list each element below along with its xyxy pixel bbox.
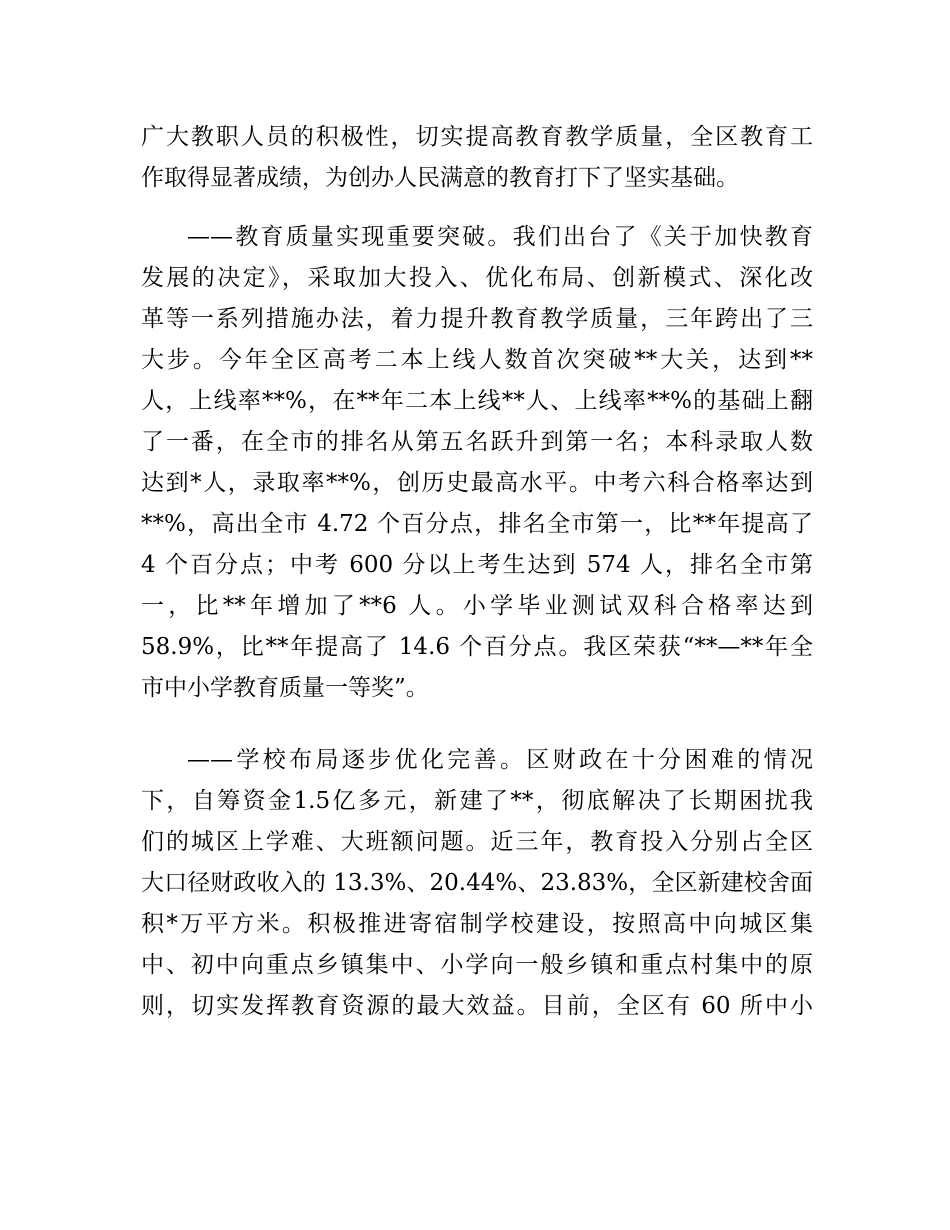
paragraph-2	[141, 217, 813, 709]
text-line: 市中小学教育质量一等奖”。	[141, 675, 429, 701]
text-line: 作取得显著成绩，为创办人民满意的教育打下了坚实基础。	[141, 165, 739, 191]
text-line: 大口径财政收入的 13.3%、20.44%、23.83%，全区新建校舍面	[141, 870, 813, 896]
text-line: 了一番，在全市的排名从第五名跃升到第一名；本科录取人数	[141, 429, 813, 455]
text-line: 中、初中向重点乡镇集中、小学向一般乡镇和重点村集中的原	[141, 952, 813, 978]
text-line: 广大教职人员的积极性，切实提高教育教学质量，全区教育工	[141, 124, 813, 150]
text-line: 革等一系列措施办法，着力提升教育教学质量，三年跨出了三	[141, 306, 813, 332]
text-line: 则，切实发挥教育资源的最大效益。目前，全区有 60 所中小	[141, 993, 813, 1019]
text-line: 发展的决定》，采取加大投入、优化布局、创新模式、深化改	[141, 265, 813, 291]
text-line: **%，高出全市 4.72 个百分点，排名全市第一，比**年提高了	[141, 511, 813, 537]
paragraph-1	[141, 117, 813, 199]
text-line: 人，上线率**%，在**年二本上线**人、上线率**%的基础上翻	[141, 388, 813, 414]
text-line: 达到*人，录取率**%，创历史最高水平。中考六科合格率达到	[141, 470, 813, 496]
text-line: 下，自筹资金1.5亿多元，新建了**，彻底解决了长期困扰我	[141, 788, 813, 814]
text-line: 一，比**年增加了**6 人。小学毕业测试双科合格率达到	[141, 593, 813, 619]
text-line: ——教育质量实现重要突破。我们出台了《关于加快教育	[187, 224, 813, 250]
text-line: 大步。今年全区高考二本上线人数首次突破**大关，达到**	[141, 347, 813, 373]
paragraph-3	[141, 740, 813, 1027]
text-line: ——学校布局逐步优化完善。区财政在十分困难的情况	[187, 747, 813, 773]
text-line: 们的城区上学难、大班额问题。近三年，教育投入分别占全区	[141, 829, 813, 855]
text-line: 积*万平方米。积极推进寄宿制学校建设，按照高中向城区集	[141, 911, 813, 937]
text-line: 4 个百分点；中考 600 分以上考生达到 574 人，排名全市第	[141, 552, 813, 578]
text-line: 58.9%，比**年提高了 14.6 个百分点。我区荣获“**—**年全	[141, 634, 813, 660]
